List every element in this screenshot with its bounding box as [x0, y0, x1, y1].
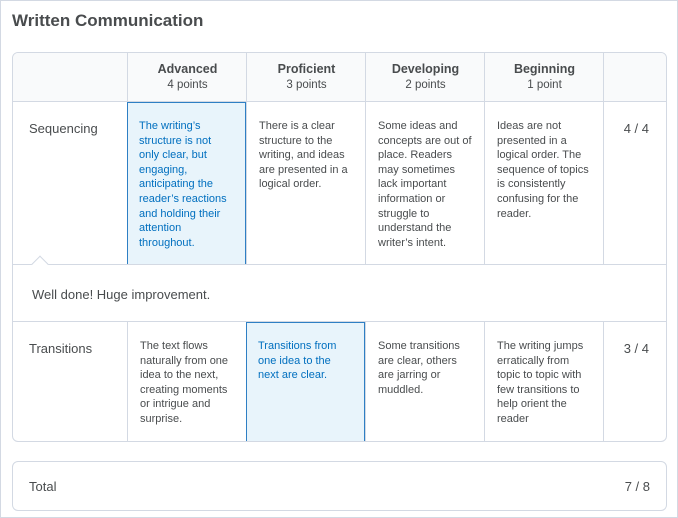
- level-cell-proficient[interactable]: Transitions from one idea to the next are clear.: [246, 322, 365, 442]
- level-cell-beginning[interactable]: The writing jumps erratically from topic to topic with few transitions to help orient the reader: [497, 340, 584, 425]
- level-header-developing: [366, 53, 485, 102]
- level-points: 1 point: [527, 79, 562, 91]
- criterion-name: Transitions: [29, 341, 93, 356]
- level-cell-advanced[interactable]: The text flows naturally from one idea to the next, creating moments or intrigue and surprise.: [140, 340, 229, 425]
- level-name: Proficient: [277, 62, 336, 76]
- level-header-beginning: [485, 53, 604, 102]
- level-header-proficient: [247, 53, 366, 102]
- level-cell-beginning[interactable]: Ideas are not presented in a logical order. The sequence of topics is consistently confusing for the reader.: [497, 120, 589, 220]
- level-cell-developing[interactable]: Some transitions are clear, others are jarring or muddled.: [378, 340, 460, 396]
- criterion-name: Sequencing: [29, 121, 98, 136]
- total-label: Total: [29, 479, 57, 494]
- criterion-row-sequencing: [13, 102, 666, 264]
- level-cell-proficient[interactable]: There is a clear structure to the writing, and ideas are presented in a logical order.: [259, 120, 348, 191]
- total-row: [12, 461, 667, 511]
- criterion-feedback: [13, 264, 666, 322]
- level-points: 4 points: [167, 79, 208, 91]
- level-name: Advanced: [157, 62, 218, 76]
- level-name: Developing: [391, 62, 460, 76]
- rubric-table: [12, 52, 667, 442]
- level-cell-advanced[interactable]: The writing’s structure is not only clear, but engaging, anticipating the reader’s reactions and holding their attention throughout.: [127, 102, 246, 265]
- criterion-score: 4 / 4: [623, 121, 649, 136]
- criterion-score: 3 / 4: [623, 341, 649, 356]
- level-points: 3 points: [286, 79, 327, 91]
- level-points: 2 points: [405, 79, 446, 91]
- level-header-advanced: [128, 53, 247, 102]
- level-header-row: [13, 53, 666, 102]
- total-score: 7 / 8: [624, 479, 650, 494]
- level-name: Beginning: [513, 62, 576, 76]
- criterion-row-transitions: [13, 322, 666, 442]
- feedback-text: Well done! Huge improvement.: [32, 287, 211, 302]
- level-cell-developing[interactable]: Some ideas and concepts are out of place. Readers may sometimes lack important information or struggle to understand the writer’s intent.: [378, 120, 472, 249]
- rubric-title: Written Communication: [12, 11, 204, 30]
